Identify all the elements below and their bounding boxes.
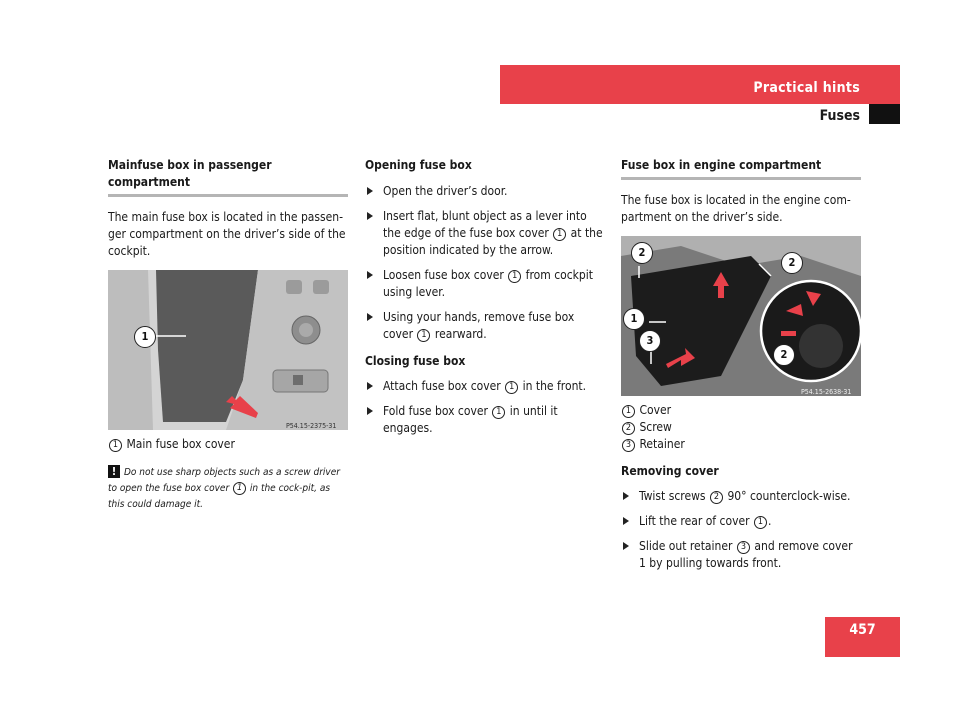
step-open-2: Insert flat, blunt object as a lever into the edge of the fuse box cover 1 at the position indicated by the arrow. xyxy=(365,208,605,259)
subsection-title: Fuses xyxy=(819,108,860,124)
photo-code: P54.15-2375-31 xyxy=(286,422,337,430)
intro-text: The main fuse box is located in the passen-ger compartment on the driver’s side of the cockpit. xyxy=(108,210,346,258)
legend-text: Main fuse box cover xyxy=(126,437,235,451)
heading-closing: Closing fuse box xyxy=(365,354,466,368)
callout-1: 1 xyxy=(134,326,156,348)
callout-2-lower: 2 xyxy=(773,344,795,366)
heading-removing: Removing cover xyxy=(621,464,719,478)
callout-1: 1 xyxy=(623,308,645,330)
bullet-triangle-icon xyxy=(367,382,373,390)
legend-row: 2 Screw xyxy=(621,419,861,436)
section-title: Practical hints xyxy=(753,80,860,96)
column-main-fuse-box xyxy=(108,157,348,513)
step-remove-2: Lift the rear of cover 1 . xyxy=(621,513,861,530)
heading-rule xyxy=(108,194,348,197)
heading-main-fuse-box: Mainfuse box in passenger compartment xyxy=(108,158,272,189)
legend xyxy=(108,436,348,453)
warning-text-pre: Do not use sharp objects such as a screw driver to open the fuse box cover xyxy=(108,467,340,494)
warning-note xyxy=(108,465,348,513)
column-open-close xyxy=(365,157,605,437)
legend-row: 3 Retainer xyxy=(621,436,861,453)
heading-opening: Opening fuse box xyxy=(365,158,472,172)
heading-engine-fuse-box: Fuse box in engine compartment xyxy=(621,158,822,172)
heading-rule xyxy=(621,177,861,180)
bullet-triangle-icon xyxy=(367,313,373,321)
step-open-3: Loosen fuse box cover 1 from cockpit using lever. xyxy=(365,267,605,301)
photo-engine-fuse-box xyxy=(621,236,861,396)
header-marker xyxy=(869,104,900,124)
photo-cockpit-fuse-box xyxy=(108,270,348,430)
step-close-1: Attach fuse box cover 1 in the front. xyxy=(365,378,605,395)
page-number: 457 xyxy=(849,622,876,638)
photo-code: P54.15-2638-31 xyxy=(801,388,852,396)
bullet-triangle-icon xyxy=(367,187,373,195)
bullet-triangle-icon xyxy=(623,542,629,550)
step-open-1: Open the driver’s door. xyxy=(365,183,605,200)
callout-2-left: 2 xyxy=(631,242,653,264)
bullet-triangle-icon xyxy=(623,492,629,500)
step-open-4: Using your hands, remove fuse box cover 1 rearward. xyxy=(365,309,605,343)
step-remove-3: Slide out retainer 3 and remove cover 1 by pulling towards front. xyxy=(621,538,861,572)
warning-number: 1 xyxy=(233,482,246,495)
cockpit-illustration xyxy=(108,270,348,430)
callout-3: 3 xyxy=(639,330,661,352)
warning-text-post: in the cock-pit, as this could damage it. xyxy=(108,483,331,510)
bullet-triangle-icon xyxy=(367,212,373,220)
step-remove-1: Twist screws 2 90° counterclock-wise. xyxy=(621,488,861,505)
callout-2-right: 2 xyxy=(781,252,803,274)
step-close-2: Fold fuse box cover 1 in until it engages. xyxy=(365,403,605,437)
legend xyxy=(621,402,861,453)
legend-row: 1 Cover xyxy=(621,402,861,419)
bullet-triangle-icon xyxy=(367,407,373,415)
legend-number: 1 xyxy=(109,439,122,452)
intro-text: The fuse box is located in the engine com-partment on the driver’s side. xyxy=(621,193,851,224)
bullet-triangle-icon xyxy=(623,517,629,525)
bullet-triangle-icon xyxy=(367,271,373,279)
column-engine-fuse-box xyxy=(621,157,861,572)
warning-icon: ! xyxy=(108,465,120,478)
engine-illustration xyxy=(621,236,861,396)
